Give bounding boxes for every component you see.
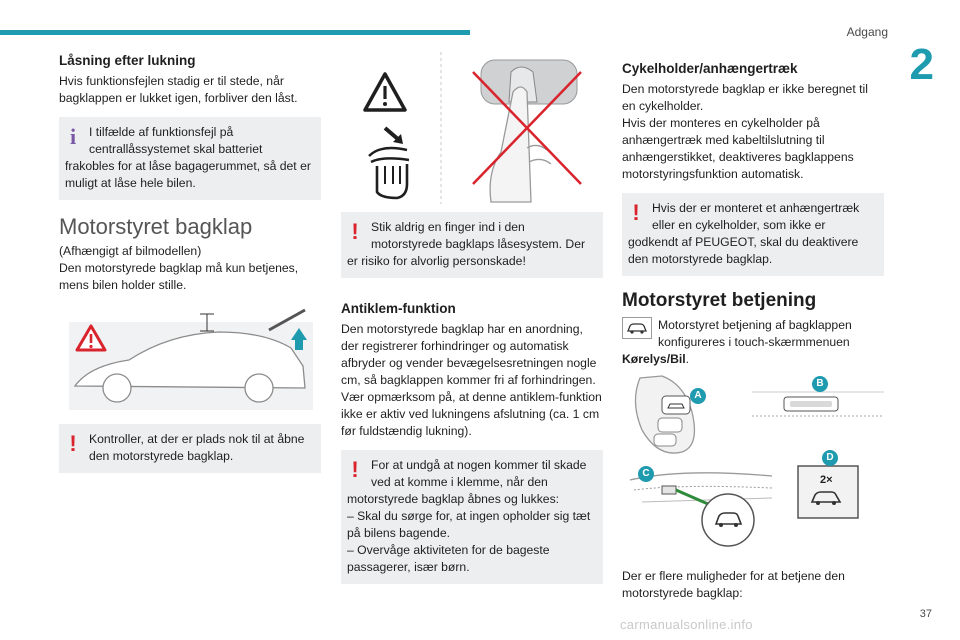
- operation-text-end: .: [685, 352, 690, 366]
- info-icon: i: [69, 124, 77, 149]
- warning-text-pinch: For at undgå at nogen kommer til skade ved at komme i klemme, når den motorstyrede bagklap åbnes og lukkes:: [347, 458, 587, 506]
- operation-menu-path: Kørelys/Bil: [622, 352, 686, 366]
- heading-motor-operation: Motorstyret betjening: [622, 290, 817, 311]
- finger-warning-figure: [341, 52, 603, 206]
- operation-methods-illustration: [622, 372, 884, 552]
- warning-icon: !: [632, 200, 640, 225]
- heading-motor-tailgate: Motorstyret bagklap: [59, 214, 253, 239]
- watermark: carmanualsonline.info: [620, 617, 753, 632]
- label-a: A: [690, 388, 706, 404]
- info-text-locking: I tilfælde af funktionsfejl på centrallåssystemet skal batteriet frakobles for at låse bagagerummet, så det er muligt at låse hele bilen.: [65, 125, 311, 190]
- label-d: D: [822, 450, 838, 466]
- warning-text-space: Kontroller, at der er plads nok til at åbne den motorstyrede bagklap.: [89, 432, 305, 463]
- warning-box-space: [59, 424, 321, 473]
- warning-box-pinch: [341, 450, 603, 584]
- double-press-label: 2×: [820, 474, 833, 486]
- header-bar: [0, 30, 470, 35]
- paragraph-stationary: Den motorstyrede bagklap må kun betjenes, mens bilen holder stille.: [59, 261, 299, 292]
- warning-box-finger: [341, 212, 603, 278]
- info-box-locking: [59, 117, 321, 200]
- operation-text: Motorstyret betjening af bagklappen konfigureres i touch-skærmmenuen: [658, 318, 852, 349]
- column-1: [59, 52, 321, 473]
- paragraph-bike-1: Den motorstyrede bagklap er ikke beregnet til en cykelholder.: [622, 82, 868, 113]
- finger-warning-illustration: [341, 52, 603, 206]
- warning-icon: !: [69, 431, 77, 456]
- paragraph-antipinch-1: Den motorstyrede bagklap har en anordning, der registrerer forhindringer og automatisk afbryder og vender bevægelsesretningen nogle cm, så bagklappen kommer fri af forhindringen.: [341, 322, 597, 387]
- operation-paragraph: [622, 317, 884, 368]
- paragraph-bike-2: Hvis der monteres en cykelholder på anhængertræk med kabeltilslutning til anhængerstikket, deaktiveres bagklappens motorstyringsfunktion automatisk.: [622, 116, 854, 181]
- label-b: B: [812, 376, 828, 392]
- page-number: 37: [919, 608, 932, 620]
- heading-antipinch: Antiklem-funktion: [341, 301, 456, 316]
- car-clearance-illustration: [59, 304, 321, 412]
- warning-text-bike: Hvis der er monteret et anhængertræk eller en cykelholder, som ikke er godkendt af PEUGEOT, skal du deaktivere den motorstyrede bagklap.: [628, 201, 860, 266]
- paragraph-locking: Hvis funktionsfejlen stadig er til stede, når bagklappen er lukket igen, forbliver den låst.: [59, 74, 298, 105]
- warning-icon: !: [351, 457, 359, 482]
- heading-bike-carrier: Cykelholder/anhængertræk: [622, 61, 798, 76]
- car-clearance-figure: [59, 304, 321, 412]
- operation-methods-figure: [622, 372, 884, 552]
- paragraph-model: (Afhængigt af bilmodellen): [59, 244, 202, 258]
- warning-icon: !: [351, 219, 359, 244]
- chapter-number: 2: [909, 40, 934, 89]
- section-title: Adgang: [846, 25, 888, 39]
- car-settings-icon: [622, 317, 652, 339]
- warning-text-finger: Stik aldrig en finger ind i den motorstyrede bagklaps låsesystem. Der er risiko for alvorlig personskade!: [347, 220, 586, 268]
- warning-pinch-item-1: – Skal du sørge for, at ingen opholder sig tæt på bilens bagende.: [347, 509, 591, 540]
- column-2: [341, 52, 603, 584]
- paragraph-antipinch-2: Vær opmærksom på, at denne antiklem-funktion ikke er aktiv ved lukningens afslutning (ca. 1 cm før fuldstændig lukning).: [341, 390, 602, 438]
- warning-box-bike: [622, 193, 884, 276]
- label-c: C: [638, 466, 654, 482]
- column-3: [622, 52, 884, 602]
- paragraph-operation-ways: Der er flere muligheder for at betjene den motorstyrede bagklap:: [622, 569, 845, 600]
- warning-pinch-item-2: – Overvåge aktiviteten for de bageste passagerer, især børn.: [347, 543, 550, 574]
- heading-locking: Låsning efter lukning: [59, 53, 196, 68]
